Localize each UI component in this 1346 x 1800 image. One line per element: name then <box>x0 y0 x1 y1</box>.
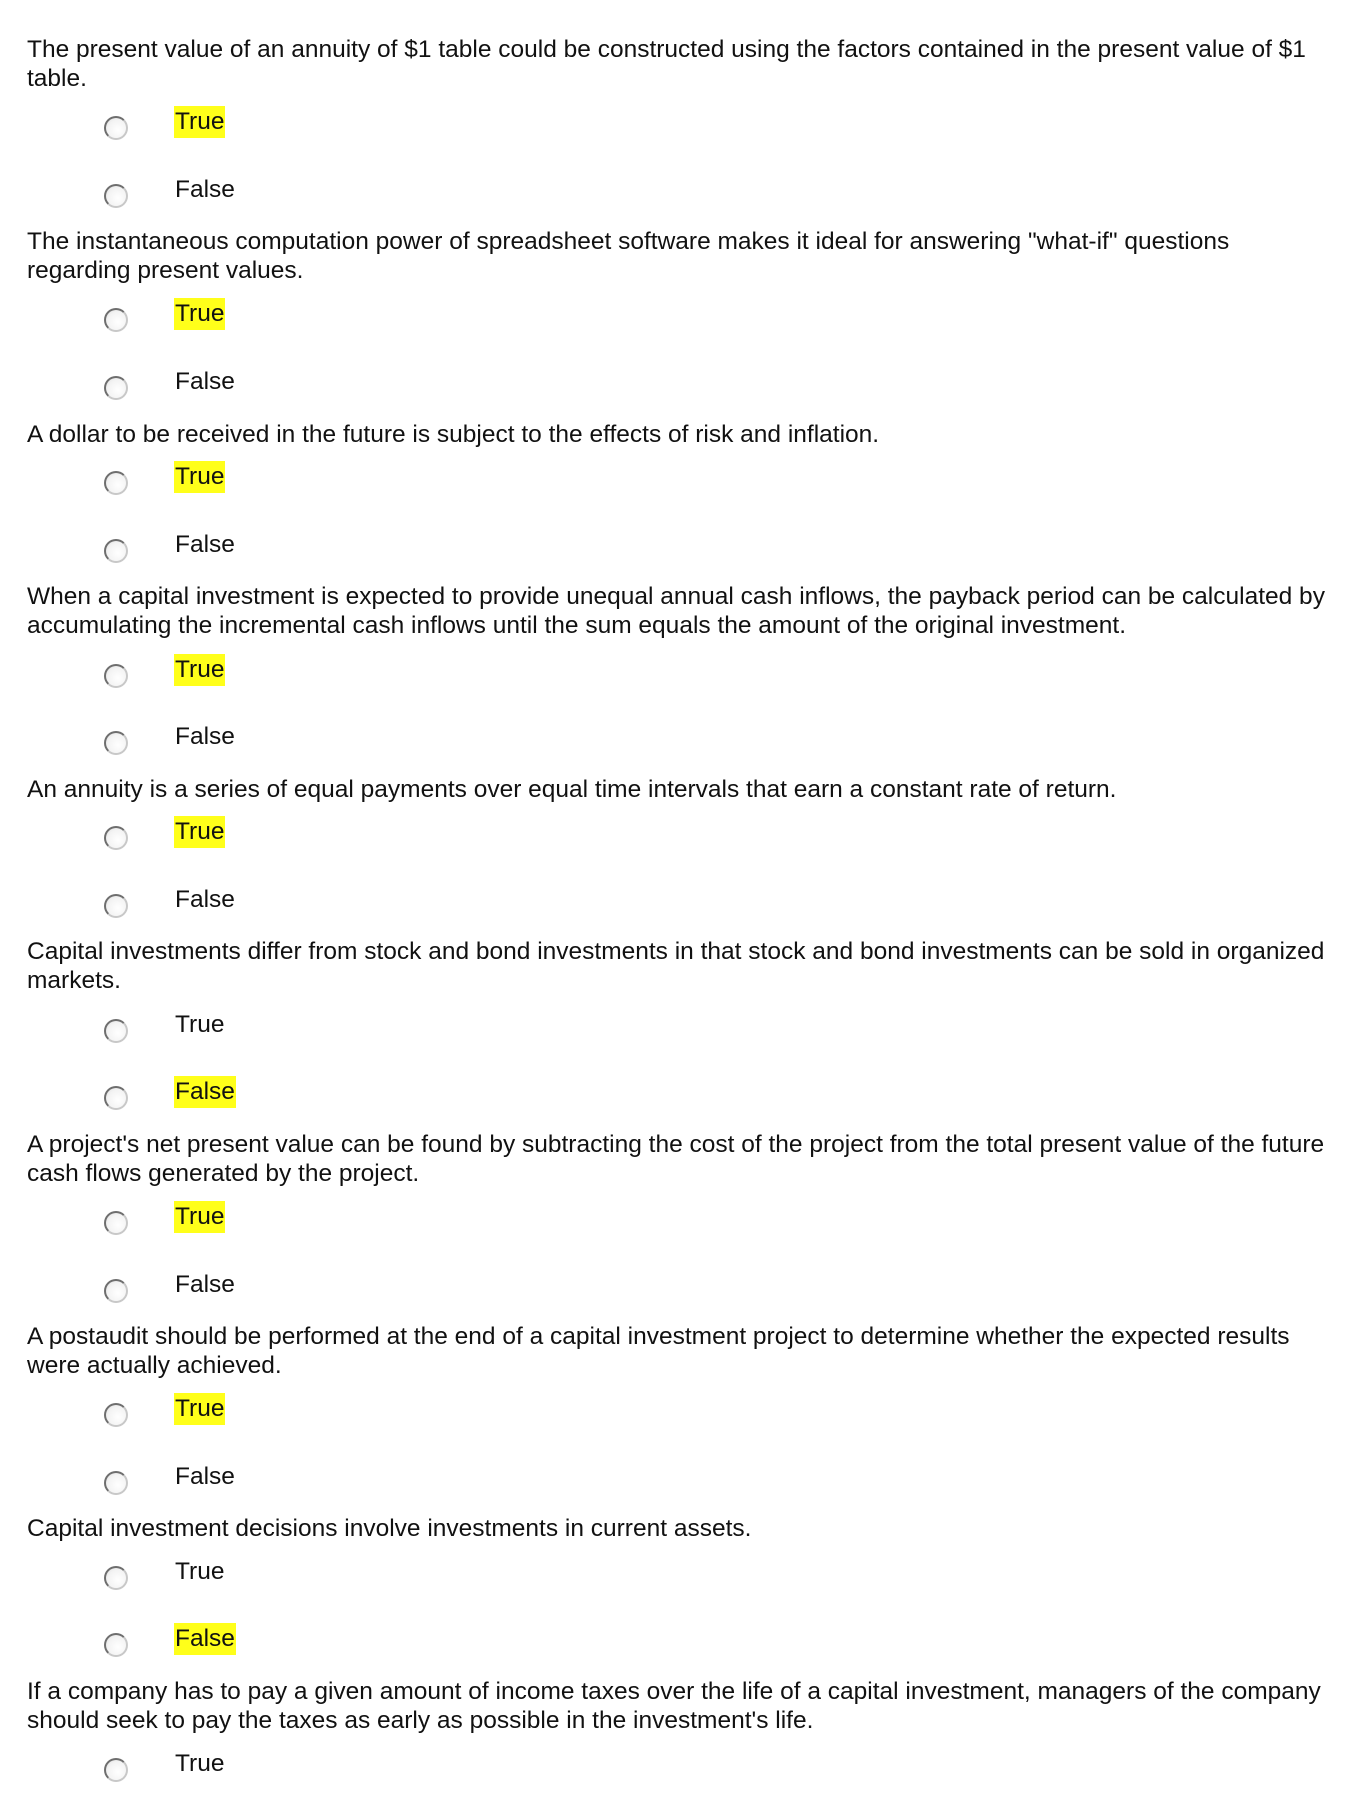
radio-button-icon[interactable] <box>104 1633 128 1657</box>
answer-label: True <box>175 1750 225 1777</box>
radio-button-icon[interactable] <box>104 1019 128 1043</box>
radio-button-icon[interactable] <box>104 308 128 332</box>
answer-label-highlighted: True <box>174 1201 225 1233</box>
question-text: Capital investments differ from stock and bond investments in that stock and bond investments can be sold in organized markets. <box>27 938 1325 994</box>
answer-option-false[interactable] <box>104 1461 235 1495</box>
question-text: The present value of an annuity of $1 table could be constructed using the factors contained in the present value of $1 table. <box>27 36 1306 92</box>
answer-label: False <box>175 176 235 203</box>
question-text: Capital investment decisions involve investments in current assets. <box>27 1515 752 1542</box>
radio-button-icon[interactable] <box>104 664 128 688</box>
answer-label: False <box>175 886 235 913</box>
answer-option-true[interactable] <box>104 106 225 140</box>
question-text: The instantaneous computation power of spreadsheet software makes it ideal for answering "what-if" questions regarding present values. <box>27 228 1230 284</box>
answer-option-true[interactable] <box>104 1556 225 1590</box>
answer-label-highlighted: False <box>174 1623 236 1655</box>
radio-button-icon[interactable] <box>104 1279 128 1303</box>
radio-button-icon[interactable] <box>104 1211 128 1235</box>
answer-option-true[interactable] <box>104 816 225 850</box>
answer-label-highlighted: False <box>174 1076 236 1108</box>
radio-button-icon[interactable] <box>104 1566 128 1590</box>
radio-button-icon[interactable] <box>104 894 128 918</box>
question-text: A project's net present value can be found by subtracting the cost of the project from the total present value of the future cash flows generated by the project. <box>27 1131 1325 1187</box>
radio-button-icon[interactable] <box>104 471 128 495</box>
answer-label-highlighted: True <box>174 816 225 848</box>
answer-option-true[interactable] <box>104 298 225 332</box>
radio-button-icon[interactable] <box>104 731 128 755</box>
radio-button-icon[interactable] <box>104 1758 128 1782</box>
answer-label-highlighted: True <box>174 461 225 493</box>
radio-button-icon[interactable] <box>104 539 128 563</box>
answer-label: True <box>175 1558 225 1585</box>
radio-button-icon[interactable] <box>104 826 128 850</box>
answer-option-false[interactable] <box>104 1076 235 1110</box>
radio-button-icon[interactable] <box>104 1471 128 1495</box>
question-text: A dollar to be received in the future is subject to the effects of risk and inflation. <box>27 421 880 448</box>
answer-option-false[interactable] <box>104 721 235 755</box>
answer-option-false[interactable] <box>104 884 235 918</box>
question-text: An annuity is a series of equal payments over equal time intervals that earn a constant rate of return. <box>27 776 1117 803</box>
answer-option-true[interactable] <box>104 1201 225 1235</box>
answer-option-false[interactable] <box>104 529 235 563</box>
answer-label: False <box>175 1463 235 1490</box>
answer-label-highlighted: True <box>174 1393 225 1425</box>
answer-option-true[interactable] <box>104 654 225 688</box>
radio-button-icon[interactable] <box>104 116 128 140</box>
answer-option-false[interactable] <box>104 1623 235 1657</box>
answer-option-true[interactable] <box>104 1009 225 1043</box>
answer-option-true[interactable] <box>104 461 225 495</box>
answer-label: False <box>175 723 235 750</box>
answer-option-false[interactable] <box>104 366 235 400</box>
answer-option-false[interactable] <box>104 1269 235 1303</box>
question-text: When a capital investment is expected to provide unequal annual cash inflows, the payback period can be calculated by accumulating the incremental cash inflows until the sum equals the amount of the original investment. <box>27 583 1325 639</box>
answer-label-highlighted: True <box>174 298 225 330</box>
radio-button-icon[interactable] <box>104 1086 128 1110</box>
radio-button-icon[interactable] <box>104 1403 128 1427</box>
radio-button-icon[interactable] <box>104 184 128 208</box>
answer-option-false[interactable] <box>104 174 235 208</box>
question-text: If a company has to pay a given amount of income taxes over the life of a capital investment, managers of the company should seek to pay the taxes as early as possible in the investment's life. <box>27 1678 1321 1734</box>
answer-label-highlighted: True <box>174 106 225 138</box>
question-text: A postaudit should be performed at the end of a capital investment project to determine whether the expected results were actually achieved. <box>27 1323 1290 1379</box>
answer-option-true[interactable] <box>104 1748 225 1782</box>
answer-label: False <box>175 531 235 558</box>
answer-label: True <box>175 1011 225 1038</box>
answer-label: False <box>175 368 235 395</box>
answer-option-true[interactable] <box>104 1393 225 1427</box>
answer-label-highlighted: True <box>174 654 225 686</box>
radio-button-icon[interactable] <box>104 376 128 400</box>
answer-label: False <box>175 1271 235 1298</box>
